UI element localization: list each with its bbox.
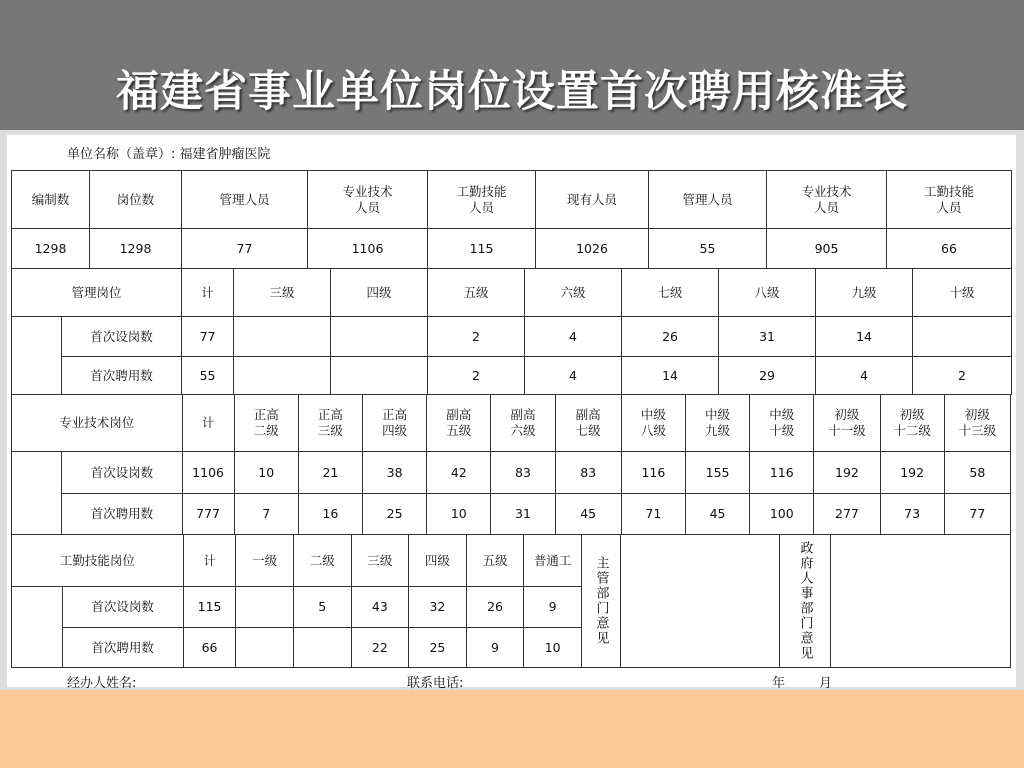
work-cell: 25 xyxy=(409,628,467,668)
work-total-label: 计 xyxy=(183,535,236,587)
header-mgmt-staff: 管理人员 xyxy=(182,171,308,229)
pro-level: 中级 十级 xyxy=(750,395,814,452)
mgmt-total-label: 计 xyxy=(182,269,234,317)
value-current-pro: 905 xyxy=(767,229,887,269)
mgmt-level: 九级 xyxy=(816,269,913,317)
pro-total-label: 计 xyxy=(182,395,234,452)
pro-cell: 38 xyxy=(363,452,427,494)
mgmt-level: 七级 xyxy=(622,269,719,317)
gov-opinion-label-box xyxy=(779,534,831,668)
work-cell: 9 xyxy=(466,628,524,668)
row-indent xyxy=(12,494,62,535)
pro-level: 正高 二级 xyxy=(234,395,298,452)
mgmt-level: 三级 xyxy=(234,269,331,317)
work-level: 五级 xyxy=(466,535,524,587)
pro-cell: 277 xyxy=(814,494,880,535)
pro-level: 副高 七级 xyxy=(555,395,621,452)
dept-opinion-label-box xyxy=(581,534,621,668)
pro-cell: 83 xyxy=(491,452,555,494)
row-indent xyxy=(12,317,62,357)
value-gangwei: 1298 xyxy=(90,229,182,269)
pro-cell: 192 xyxy=(880,452,944,494)
mgmt-level: 六级 xyxy=(525,269,622,317)
pro-cell: 58 xyxy=(944,452,1010,494)
header-pro-staff: 专业技术 人员 xyxy=(308,171,428,229)
mgmt-cell: 4 xyxy=(816,357,913,395)
gov-opinion-area xyxy=(830,534,1011,668)
work-cell xyxy=(236,628,294,668)
work-row-label: 首次聘用数 xyxy=(62,628,183,668)
pro-cell: 10 xyxy=(234,452,298,494)
form-paper xyxy=(7,135,1016,691)
work-level: 二级 xyxy=(293,535,351,587)
unit-name-label: 单位名称（盖章）: xyxy=(67,147,176,162)
pro-cell: 155 xyxy=(685,452,749,494)
pro-level: 中级 九级 xyxy=(685,395,749,452)
pro-level: 副高 五级 xyxy=(427,395,491,452)
pro-row-label: 首次设岗数 xyxy=(62,452,182,494)
mgmt-cell xyxy=(234,357,331,395)
mgmt-cell: 14 xyxy=(816,317,913,357)
pro-cell: 77 xyxy=(944,494,1010,535)
work-cell: 43 xyxy=(351,587,409,628)
pro-cell: 31 xyxy=(491,494,555,535)
mgmt-cell: 2 xyxy=(428,317,525,357)
mgmt-cell: 4 xyxy=(525,357,622,395)
pro-cell: 45 xyxy=(685,494,749,535)
slide-title: 福建省事业单位岗位设置首次聘用核准表 xyxy=(116,67,908,117)
work-level: 一级 xyxy=(236,535,294,587)
work-row-total: 66 xyxy=(183,628,236,668)
row-indent xyxy=(12,628,63,668)
value-current-staff: 1026 xyxy=(536,229,649,269)
work-cell: 22 xyxy=(351,628,409,668)
row-indent xyxy=(12,587,63,628)
value-mgmt-staff: 77 xyxy=(182,229,308,269)
pro-cell: 71 xyxy=(621,494,685,535)
mgmt-posts-label: 管理岗位 xyxy=(12,269,182,317)
mgmt-cell xyxy=(913,317,1012,357)
pro-cell: 7 xyxy=(234,494,298,535)
gov-opinion-label: 政府人事部门意见 xyxy=(797,541,813,661)
mgmt-cell: 4 xyxy=(525,317,622,357)
mgmt-level: 五级 xyxy=(428,269,525,317)
header-current-mgmt: 管理人员 xyxy=(649,171,767,229)
work-level: 四级 xyxy=(409,535,467,587)
work-cell xyxy=(293,628,351,668)
pro-cell: 25 xyxy=(363,494,427,535)
pro-cell: 42 xyxy=(427,452,491,494)
mgmt-cell: 2 xyxy=(428,357,525,395)
mgmt-row-label: 首次聘用数 xyxy=(62,357,182,395)
dept-opinion-area xyxy=(620,534,780,668)
mgmt-cell: 14 xyxy=(622,357,719,395)
mgmt-level: 八级 xyxy=(719,269,816,317)
year-label: 年 xyxy=(772,676,786,691)
pro-cell: 192 xyxy=(814,452,880,494)
handler-name-label: 经办人姓名: xyxy=(67,676,137,691)
value-pro-staff: 1106 xyxy=(308,229,428,269)
pro-level: 正高 三级 xyxy=(298,395,362,452)
mgmt-row-total: 55 xyxy=(182,357,234,395)
mgmt-cell xyxy=(331,317,428,357)
mgmt-level: 十级 xyxy=(913,269,1012,317)
pro-cell: 16 xyxy=(298,494,362,535)
work-cell: 26 xyxy=(466,587,524,628)
pro-row-total: 1106 xyxy=(182,452,234,494)
work-posts-table xyxy=(11,534,582,668)
month-label: 月 xyxy=(819,676,833,691)
mgmt-cell: 29 xyxy=(719,357,816,395)
pro-level: 初级 十三级 xyxy=(944,395,1010,452)
unit-name-value: 福建省肿瘤医院 xyxy=(179,147,271,162)
slide-header xyxy=(0,0,1024,130)
mgmt-cell xyxy=(234,317,331,357)
form-image-frame xyxy=(0,130,1024,690)
summary-table xyxy=(11,170,1012,269)
pro-cell: 100 xyxy=(750,494,814,535)
value-current-mgmt: 55 xyxy=(649,229,767,269)
mgmt-cell xyxy=(331,357,428,395)
pro-cell: 21 xyxy=(298,452,362,494)
work-cell: 5 xyxy=(293,587,351,628)
work-level: 三级 xyxy=(351,535,409,587)
header-current-staff: 现有人员 xyxy=(536,171,649,229)
pro-level: 中级 八级 xyxy=(621,395,685,452)
pro-cell: 73 xyxy=(880,494,944,535)
mgmt-cell: 31 xyxy=(719,317,816,357)
work-cell: 9 xyxy=(524,587,582,628)
header-current-work: 工勤技能 人员 xyxy=(887,171,1012,229)
work-row-total: 115 xyxy=(183,587,236,628)
pro-row-total: 777 xyxy=(182,494,234,535)
mgmt-row-label: 首次设岗数 xyxy=(62,317,182,357)
pro-level: 初级 十二级 xyxy=(880,395,944,452)
pro-cell: 116 xyxy=(750,452,814,494)
form-footer xyxy=(67,672,967,692)
mgmt-posts-table xyxy=(11,268,1012,395)
work-cell xyxy=(236,587,294,628)
header-bianzhi: 编制数 xyxy=(12,171,90,229)
pro-cell: 83 xyxy=(555,452,621,494)
work-level: 普通工 xyxy=(524,535,582,587)
header-gangwei: 岗位数 xyxy=(90,171,182,229)
value-current-work: 66 xyxy=(887,229,1012,269)
pro-level: 正高 四级 xyxy=(363,395,427,452)
work-cell: 10 xyxy=(524,628,582,668)
phone-label: 联系电话: xyxy=(407,676,464,691)
pro-cell: 45 xyxy=(555,494,621,535)
pro-cell: 10 xyxy=(427,494,491,535)
work-cell: 32 xyxy=(409,587,467,628)
value-bianzhi: 1298 xyxy=(12,229,90,269)
pro-level: 初级 十一级 xyxy=(814,395,880,452)
pro-row-label: 首次聘用数 xyxy=(62,494,182,535)
unit-name-line xyxy=(67,143,271,162)
work-posts-label: 工勤技能岗位 xyxy=(12,535,184,587)
row-indent xyxy=(12,452,62,494)
header-work-staff: 工勤技能 人员 xyxy=(428,171,536,229)
pro-posts-label: 专业技术岗位 xyxy=(12,395,183,452)
pro-level: 副高 六级 xyxy=(491,395,555,452)
mgmt-row-total: 77 xyxy=(182,317,234,357)
mgmt-cell: 26 xyxy=(622,317,719,357)
dept-opinion-label: 主管部门意见 xyxy=(593,556,609,646)
pro-cell: 116 xyxy=(621,452,685,494)
row-indent xyxy=(12,357,62,395)
mgmt-level: 四级 xyxy=(331,269,428,317)
pro-posts-table xyxy=(11,394,1011,535)
value-work-staff: 115 xyxy=(428,229,536,269)
work-row-label: 首次设岗数 xyxy=(62,587,183,628)
header-current-pro: 专业技术 人员 xyxy=(767,171,887,229)
mgmt-cell: 2 xyxy=(913,357,1012,395)
